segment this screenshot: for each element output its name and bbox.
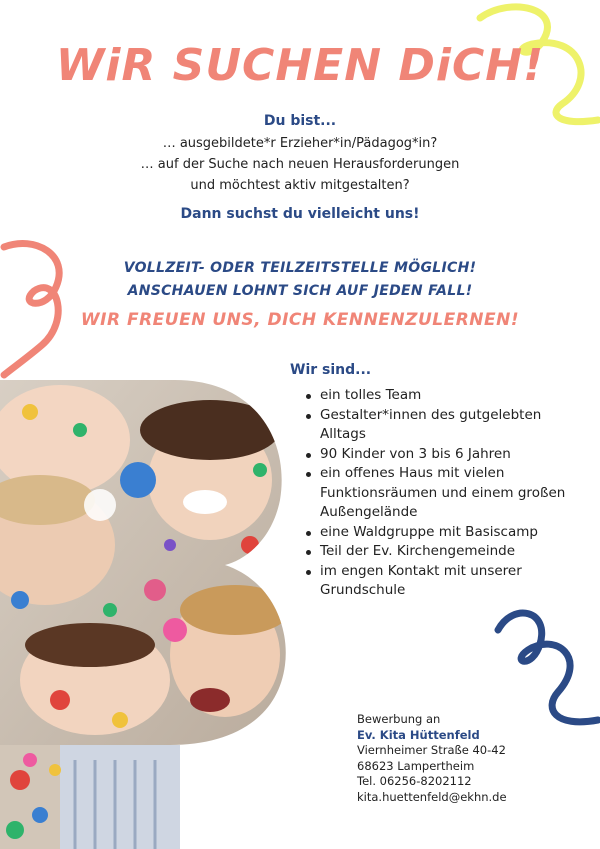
slogan-worth-a-look: ANSCHAUEN LOHNT SICH AUF JEDEN FALL! xyxy=(127,283,473,299)
intro-line-challenges: … auf der Suche nach neuen Herausforderungen xyxy=(140,157,460,172)
phone-number: Tel. 06256-8202112 xyxy=(357,774,472,788)
list-item: im engen Kontakt mit unserer Grundschule xyxy=(306,562,590,601)
contact-block xyxy=(357,712,587,805)
we-are-section xyxy=(290,362,590,601)
we-are-heading: Wir sind... xyxy=(290,362,372,378)
intro-line-participate: und möchtest aktiv mitgestalten? xyxy=(190,178,410,193)
email-address[interactable]: kita.huettenfeld@ekhn.de xyxy=(357,789,507,804)
application-label: Bewerbung an xyxy=(357,712,441,726)
slogan-fulltime-parttime: VOLLZEIT- ODER TEILZEITSTELLE MÖGLICH! xyxy=(123,260,477,276)
street-address: Viernheimer Straße 40-42 xyxy=(357,743,506,757)
list-item: Teil der Ev. Kirchengemeinde xyxy=(306,542,590,562)
city-address: 68623 Lampertheim xyxy=(357,758,475,773)
intro-heading: Du bist... xyxy=(263,113,337,129)
intro-line-qualification: … ausgebildete*r Erzieher*in/Pädagog*in? xyxy=(162,136,438,151)
list-item: ein offenes Haus mit vielen Funktionsräumen und einem großen Außengelände xyxy=(306,464,590,523)
coral-squiggle-decoration xyxy=(0,235,80,380)
list-item: Gestalter*innen des gutgelebten Alltags xyxy=(306,406,590,445)
organization-name: Ev. Kita Hüttenfeld xyxy=(357,727,480,742)
list-item: 90 Kinder von 3 bis 6 Jahren xyxy=(306,445,590,465)
list-item: eine Waldgruppe mit Basiscamp xyxy=(306,523,590,543)
we-are-list xyxy=(290,386,590,601)
list-item: ein tolles Team xyxy=(306,386,590,406)
slogan-nice-to-meet-you: WIR FREUEN UNS, DICH KENNENZULERNEN! xyxy=(80,310,520,330)
intro-call-to-action: Dann suchst du vielleicht uns! xyxy=(180,206,420,222)
headline: WiR SUCHEN DiCH! xyxy=(55,40,545,91)
